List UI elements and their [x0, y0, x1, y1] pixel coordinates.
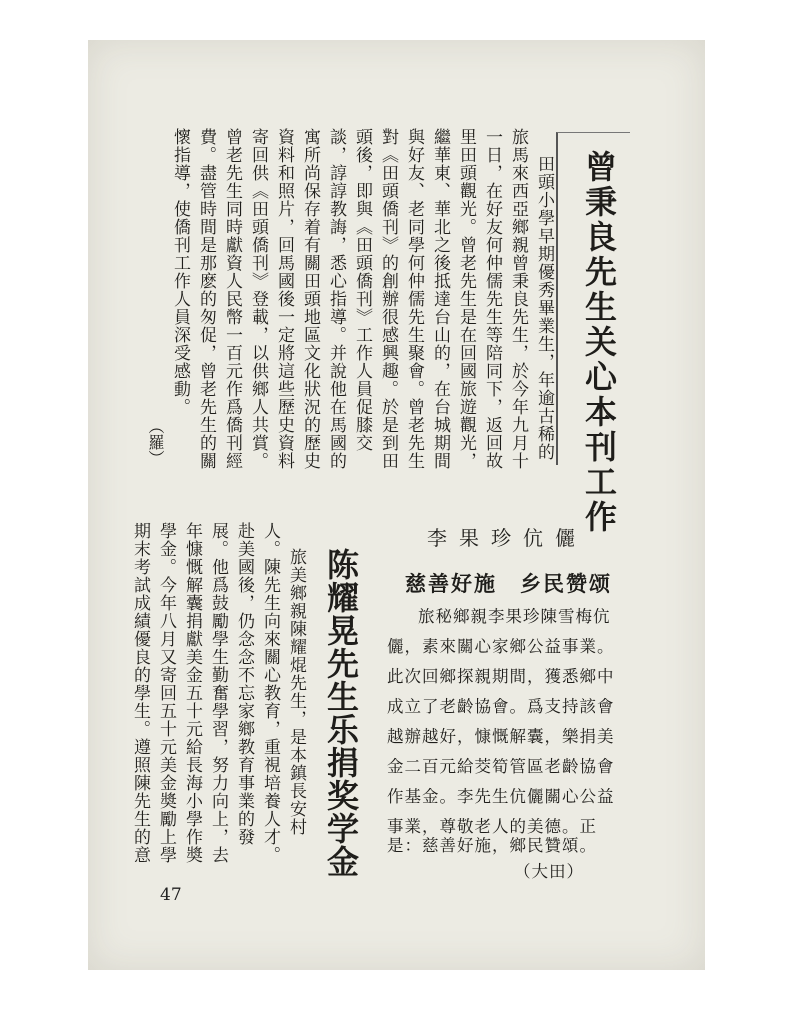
article1-column: 懷指導，使僑刊工作人員深受感動。: [170, 128, 190, 416]
article3-title: 李果珍伉儷: [427, 526, 587, 550]
article1-column: 一日，在好友何仲儒先生等陪同下，返回故: [482, 128, 502, 470]
article1-column: 繼華東、華北之後抵達台山的，在台城期間: [430, 128, 450, 470]
article1-title: 曾秉良先生关心本刊工作: [580, 150, 618, 535]
article1-column: 資料和照片，回馬國後一定將這些歷史資料: [274, 128, 294, 470]
article1-column: 曾老先生同時獻資人民幣一百元作爲僑刊經: [222, 128, 242, 470]
article2-column: 展。他爲鼓勵學生勤奮學習，努力向上，去: [208, 522, 228, 864]
article3-line: 是：慈善好施，鄉民贊頌。: [387, 836, 597, 855]
article3-line: 越辦越好，慷慨解囊，樂捐美: [387, 727, 615, 746]
article3-line: 旅秘鄉親李果珍陳雪梅伉: [418, 607, 611, 626]
article3-line: 成立了老齡協會。爲支持該會: [387, 697, 615, 716]
article3-line: 金二百元給茭筍管區老齡協會: [387, 757, 615, 776]
article1-column: 里田頭觀光。曾老先生是在回國旅遊觀光，: [456, 128, 476, 470]
article1-column: 對《田頭僑刊》的創辦很感興趣。於是到田: [378, 128, 398, 470]
article3-signoff: （大田）: [514, 862, 584, 881]
article1-column: 頭後，即與《田頭僑刊》工作人員促膝交: [352, 128, 372, 452]
article3-subtitle: 慈善好施 乡民赞颂: [405, 571, 612, 596]
article1-column: 旅馬來西亞鄉親曾秉良先生，於今年九月十: [508, 128, 528, 470]
article3-line: 作基金。李先生伉儷關心公益: [387, 787, 615, 806]
article1-column: 與好友、老同學何仲儒先生聚會。曾老先生: [404, 128, 424, 470]
article2-column: 赴美國後，仍念念不忘家鄉教育事業的發: [234, 522, 254, 846]
article2-column: 人。陳先生向來關心教育，重視培養人才。: [260, 522, 280, 864]
article1-column: 費。盡管時間是那麽的匆促，曾老先生的關: [196, 128, 216, 470]
article3-line: 儷，素來關心家鄉公益事業。: [387, 637, 615, 656]
article1-column: 寄回供《田頭僑刊》登載，以供鄉人共賞。: [248, 128, 268, 470]
article1-column: 談，諄諄教誨，悉心指導。并說他在馬國的: [326, 128, 346, 470]
article1-column: 寓所尚保存着有關田頭地區文化狀況的歷史: [300, 128, 320, 470]
article3-line: 此次回鄉探親期間，獲悉鄉中: [387, 667, 615, 686]
article2-column: 學金。今年八月又寄回五十元美金奬勵上學: [156, 522, 176, 864]
page-number: 47: [160, 885, 182, 905]
article2-column: 年慷慨解囊捐獻美金五十元給長海小學作奬: [182, 522, 202, 864]
article2-column: 期末考試成績優良的學生。遵照陳先生的意: [130, 522, 150, 864]
article1-column: 田頭小學早期優秀畢業生，年逾古稀的: [534, 155, 554, 461]
article1-signoff: （羅）: [146, 418, 165, 466]
article3-line: 事業，尊敬老人的美德。正: [387, 817, 597, 836]
article2-title: 陈耀晃先生乐捐奖学金: [322, 548, 360, 878]
article2-column: 旅美鄉親陳耀焜先生，是本鎮長安村: [286, 548, 306, 836]
